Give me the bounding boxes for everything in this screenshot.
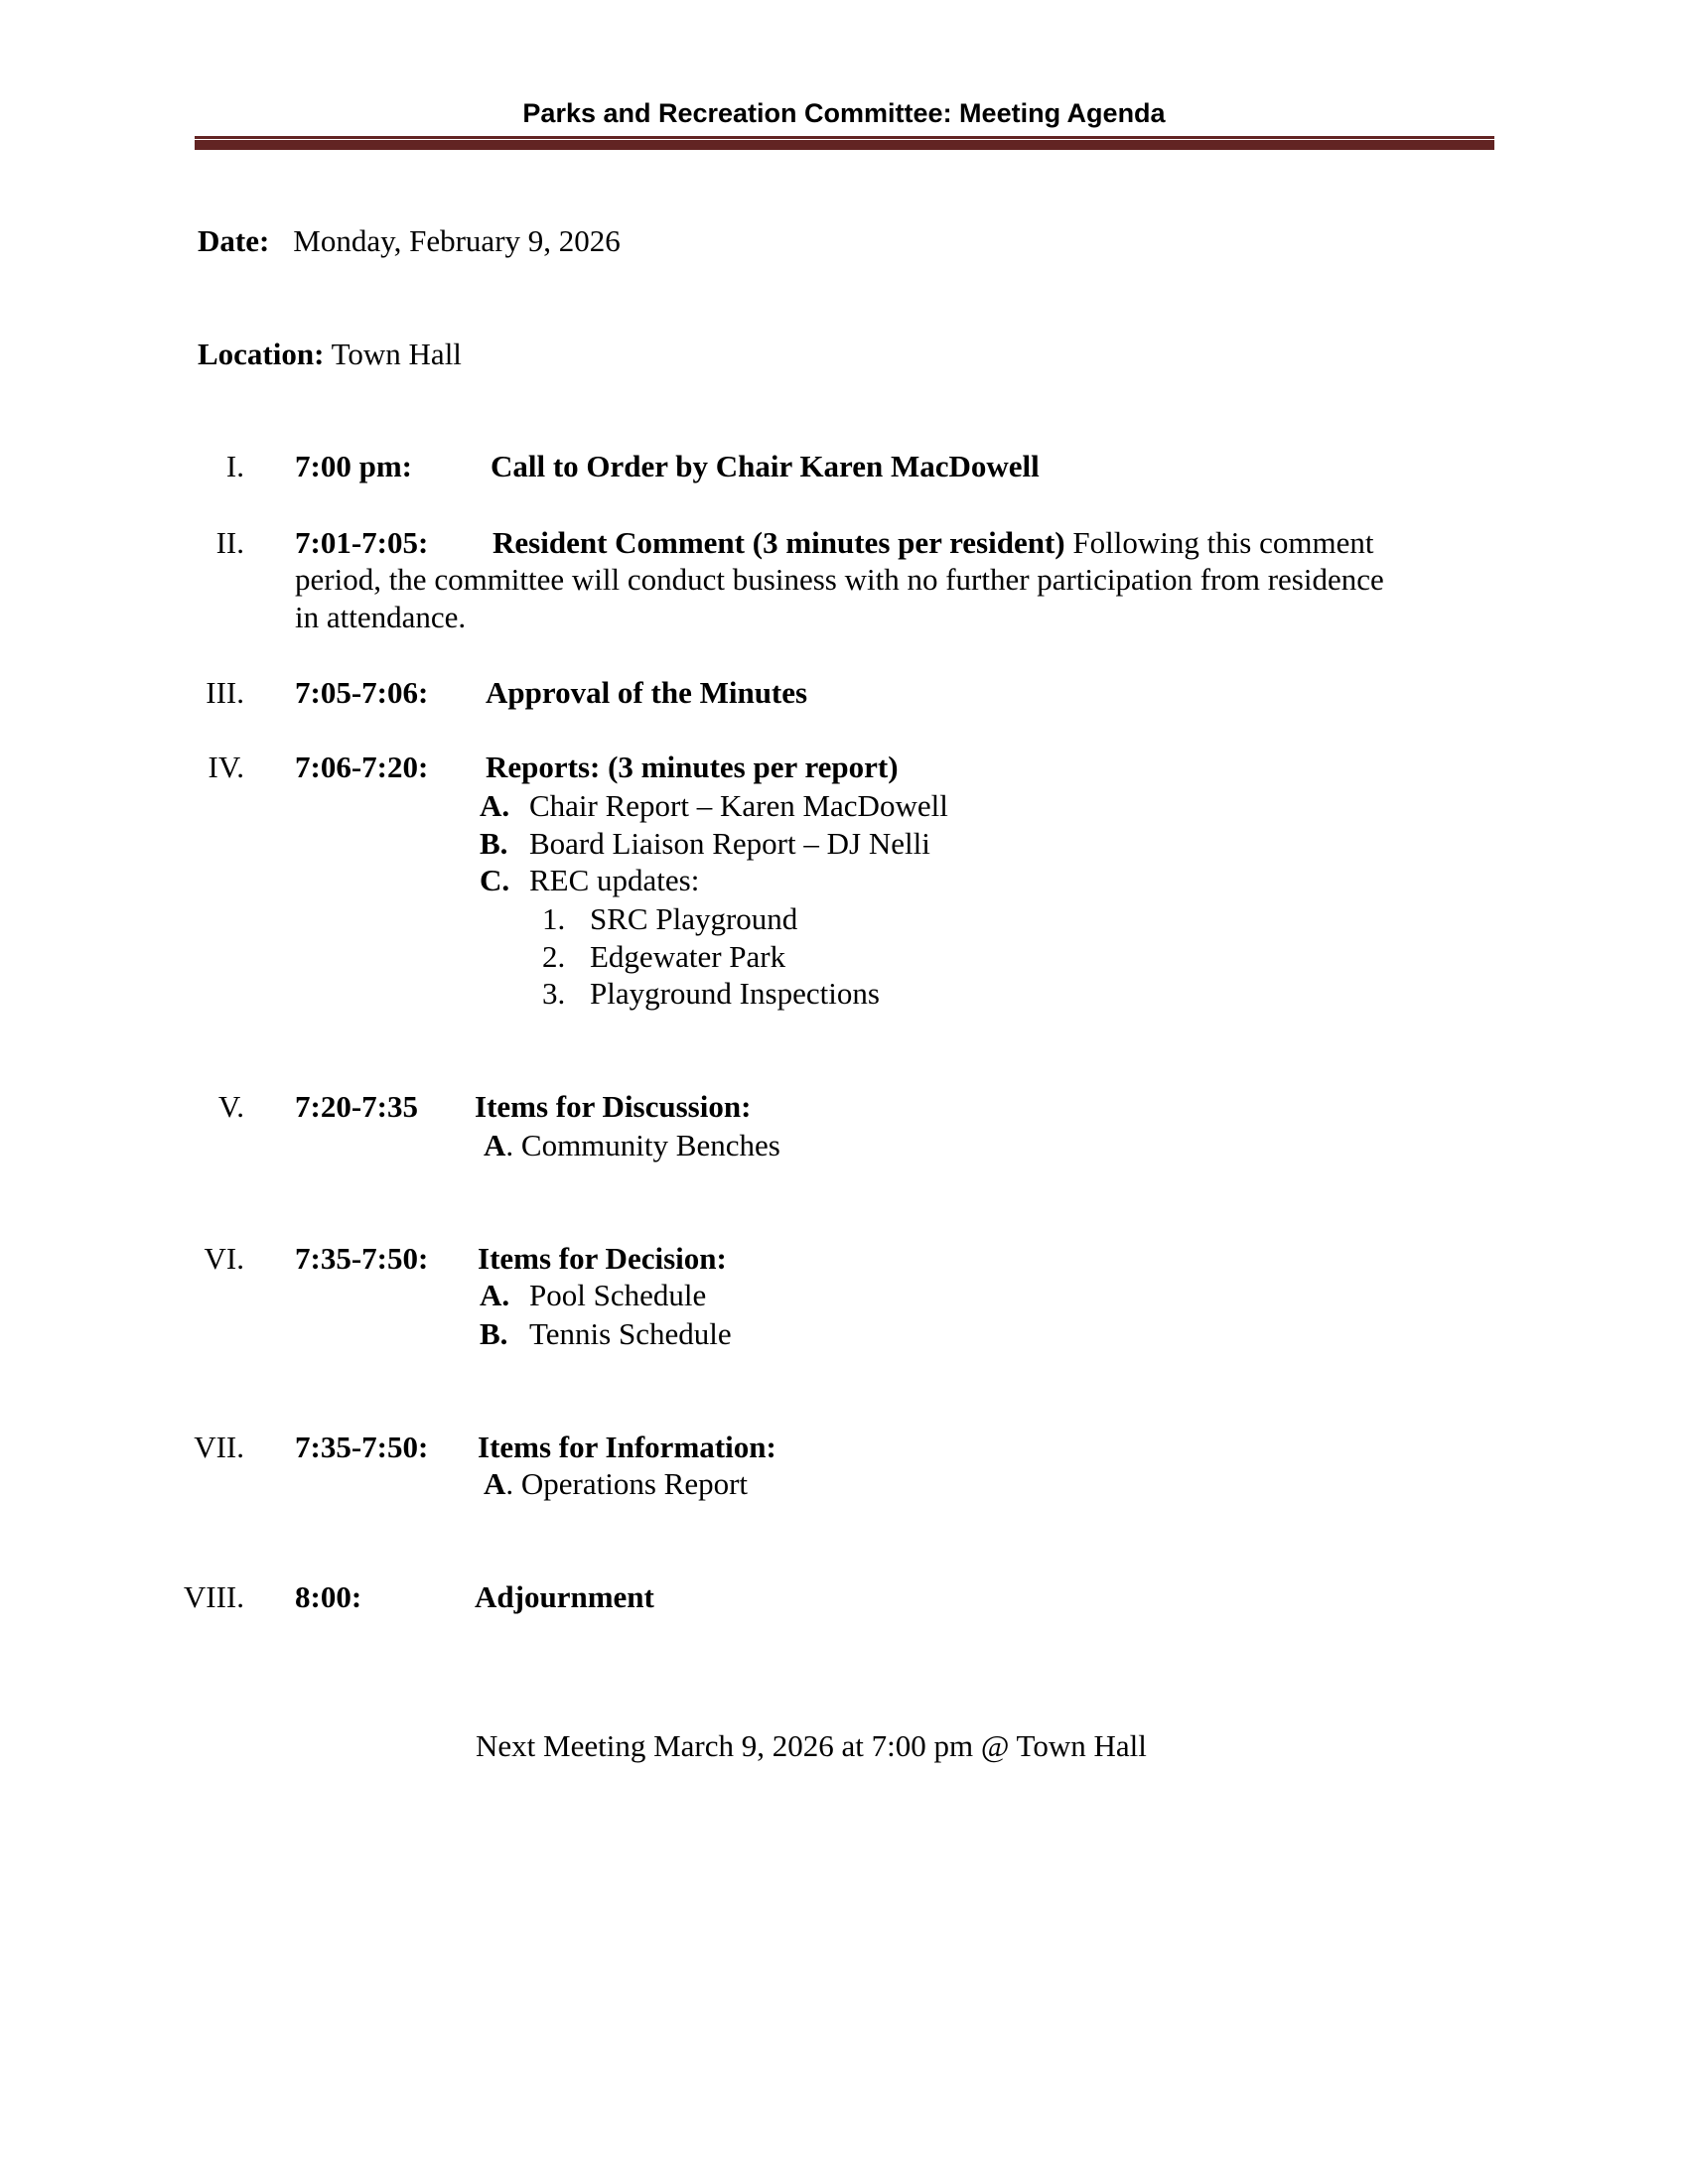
subitem-number: 2.	[542, 939, 566, 974]
item-text: Pool Schedule	[529, 1278, 707, 1312]
location-value: Town Hall	[331, 337, 462, 371]
meeting-date	[198, 222, 621, 259]
item-punct: .	[505, 1466, 514, 1501]
agenda-title: Reports: (3 minutes per report)	[486, 750, 899, 784]
agenda-title: Items for Decision:	[478, 1241, 727, 1276]
date-value: Monday, February 9, 2026	[293, 223, 621, 258]
document-title: Parks and Recreation Committee: Meeting Agenda	[522, 98, 1166, 128]
item-text: REC updates:	[529, 863, 700, 897]
item-text: Operations Report	[520, 1466, 749, 1501]
subitem-text: SRC Playground	[590, 901, 798, 936]
item-text: Board Liaison Report – DJ Nelli	[529, 826, 930, 861]
agenda-title: Call to Order by Chair Karen MacDowell	[491, 449, 1040, 483]
agenda-time: 8:00:	[295, 1579, 362, 1614]
header-rule-thick	[195, 140, 1494, 150]
agenda-time: 7:01-7:05:	[295, 525, 429, 560]
agenda-title: Items for Discussion:	[475, 1089, 752, 1124]
agenda-numeral: VII.	[194, 1430, 244, 1464]
subitem-number: 3.	[542, 976, 566, 1011]
location-label: Location:	[198, 337, 325, 371]
meeting-location	[198, 336, 462, 372]
next-meeting: Next Meeting March 9, 2026 at 7:00 pm @ Town Hall	[476, 1728, 1147, 1763]
agenda-numeral: VI.	[204, 1241, 244, 1276]
item-letter: A	[484, 1466, 506, 1501]
item-letter: C.	[480, 863, 510, 897]
agenda-description: Following this comment	[1072, 525, 1374, 560]
item-letter: B.	[480, 826, 508, 861]
agenda-time: 7:06-7:20:	[295, 750, 429, 784]
agenda-numeral: IV.	[208, 750, 244, 784]
item-text: Chair Report – Karen MacDowell	[529, 788, 948, 823]
agenda-description: period, the committee will conduct business with no further participation from residence	[295, 562, 1384, 597]
item-punct: .	[505, 1128, 514, 1162]
agenda-title-line	[492, 524, 1373, 561]
item-letter: B.	[480, 1316, 508, 1351]
agenda-time: 7:00 pm:	[295, 449, 412, 483]
item-text: Community Benches	[520, 1128, 780, 1162]
agenda-numeral: III.	[206, 675, 244, 710]
item-letter: A.	[480, 788, 510, 823]
subitem-text: Edgewater Park	[590, 939, 786, 974]
item-text: Tennis Schedule	[529, 1316, 732, 1351]
agenda-time: 7:35-7:50:	[295, 1430, 429, 1464]
agenda-title: Resident Comment (3 minutes per resident)	[492, 525, 1065, 560]
header-rule-thin	[195, 136, 1494, 139]
subitem-text: Playground Inspections	[590, 976, 880, 1011]
item	[484, 1127, 780, 1163]
agenda-title: Approval of the Minutes	[486, 675, 808, 710]
agenda-time: 7:35-7:50:	[295, 1241, 429, 1276]
subitem-number: 1.	[542, 901, 566, 936]
agenda-numeral: II.	[215, 525, 244, 560]
agenda-numeral: I.	[225, 449, 244, 483]
item	[484, 1465, 748, 1502]
agenda-title: Items for Information:	[478, 1430, 776, 1464]
date-label: Date:	[198, 223, 270, 258]
agenda-time: 7:20-7:35	[295, 1089, 418, 1124]
agenda-numeral: V.	[217, 1089, 244, 1124]
agenda-title: Adjournment	[475, 1579, 654, 1614]
item-letter: A.	[480, 1278, 510, 1312]
agenda-description: in attendance.	[295, 600, 467, 634]
agenda-time: 7:05-7:06:	[295, 675, 429, 710]
agenda-numeral: VIII.	[183, 1579, 244, 1614]
item-letter: A	[484, 1128, 506, 1162]
